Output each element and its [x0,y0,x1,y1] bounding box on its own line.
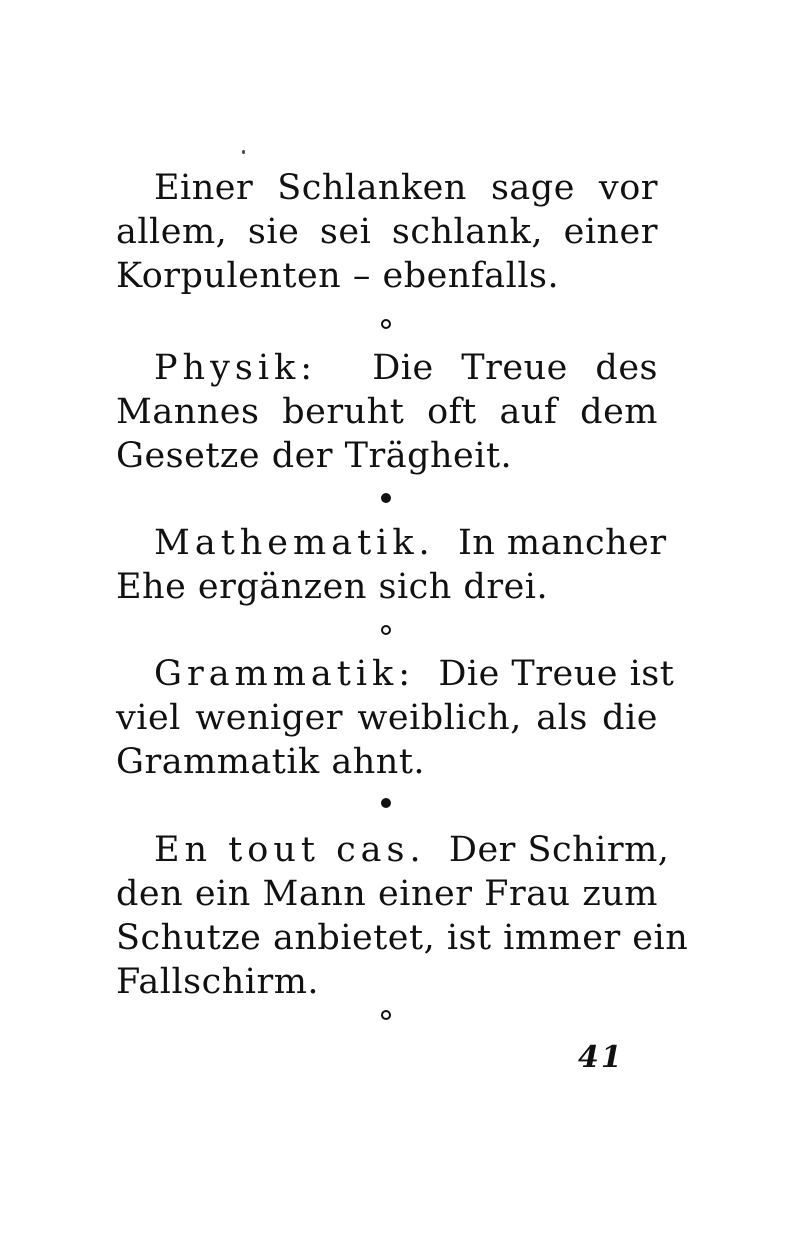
text-line: allem, sie sei schlank, einer [116,212,658,252]
paragraph-heading: Grammatik: [154,654,416,694]
text-line: Schutze anbietet, ist immer ein [116,918,689,958]
text-line: Ehe ergänzen sich drei. [116,567,549,607]
text-line: den ein Mann einer Frau zum [116,874,658,914]
paragraph-first-line [116,521,667,565]
paragraph-first-line [116,346,658,390]
page-number: 41 [578,1040,624,1075]
separator-filled-dot [381,798,391,808]
text-fragment: Der Schirm, [448,830,670,870]
paragraph-4 [116,652,675,784]
text-fragment: Die Treue ist [438,654,675,694]
paragraph-heading: En tout cas. [154,830,426,870]
paragraph-first-line [116,828,670,872]
text-line: Fallschirm. [116,962,320,1002]
paragraph-5 [116,828,689,1004]
separator-open-circle [381,319,391,329]
text-line: viel weniger weiblich, als die [116,698,658,738]
paragraph-first-line [116,652,675,696]
text-line: Mannes beruht oft auf dem [116,392,658,432]
paragraph-heading: Mathematik. [154,523,435,563]
text-line: Korpulenten – ebenfalls. [116,256,560,296]
separator-filled-dot [381,493,391,503]
text-line: Grammatik ahnt. [116,742,426,782]
paragraph-1 [116,166,658,298]
print-speck [242,150,245,154]
paragraph-heading: Physik: [154,348,318,388]
text-line: Einer Schlanken sage vor [154,168,658,208]
paragraph-2 [116,346,658,478]
separator-open-circle [381,1010,391,1020]
separator-open-circle [381,625,391,635]
text-fragment: In mancher [457,523,667,563]
text-fragment: Die Treue des [372,348,658,388]
paragraph-3 [116,521,667,609]
text-line: Gesetze der Trägheit. [116,436,513,476]
